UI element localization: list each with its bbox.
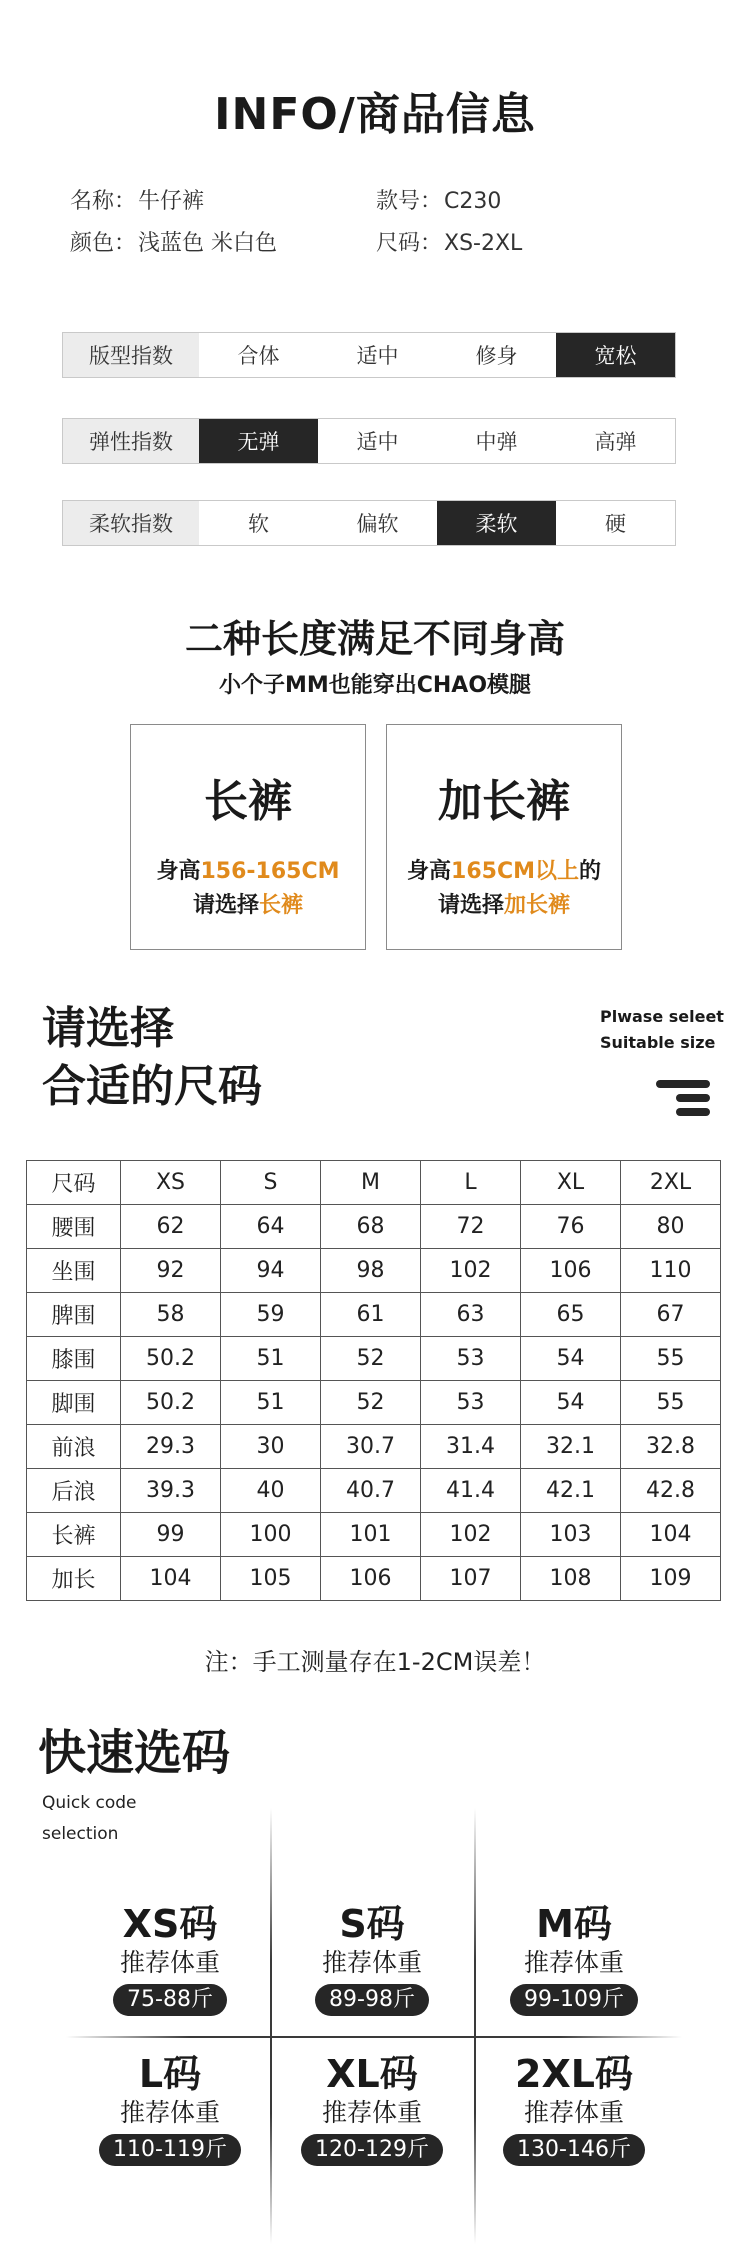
table-row bbox=[27, 1337, 721, 1381]
table-cell: 54 bbox=[521, 1337, 621, 1381]
table-cell: 103 bbox=[521, 1513, 621, 1557]
softness-option: 柔软 bbox=[437, 501, 556, 545]
regular-length-card bbox=[130, 724, 366, 950]
size-en-line1: Plwase seleet bbox=[600, 1007, 724, 1026]
fit-index-bar bbox=[62, 332, 676, 378]
table-cell: 101 bbox=[321, 1513, 421, 1557]
table-cell: 54 bbox=[521, 1381, 621, 1425]
quick-weight-pill: 89-98斤 bbox=[315, 1984, 429, 2016]
quick-en-line2: selection bbox=[42, 1824, 119, 1844]
elasticity-index-label: 弹性指数 bbox=[63, 419, 199, 463]
choose-type: 长裤 bbox=[259, 893, 304, 918]
table-cell: 99 bbox=[121, 1513, 221, 1557]
choose-prefix: 请选择 bbox=[192, 893, 259, 918]
size-title-en bbox=[600, 1004, 724, 1056]
elasticity-option: 无弹 bbox=[199, 419, 318, 463]
table-cell: 加长 bbox=[27, 1557, 121, 1601]
softness-option: 软 bbox=[248, 512, 269, 536]
quick-size-l bbox=[70, 2052, 270, 2166]
quick-size-s bbox=[272, 1902, 472, 2016]
quick-size-label: XL码 bbox=[326, 2052, 418, 2096]
table-header-row bbox=[27, 1161, 721, 1205]
info-name-value: 牛仔裤 bbox=[138, 189, 205, 214]
table-cell: 58 bbox=[121, 1293, 221, 1337]
quick-weight-pill: 75-88斤 bbox=[113, 1984, 227, 2016]
table-cell: 42.8 bbox=[621, 1469, 721, 1513]
card-name: 加长裤 bbox=[438, 776, 570, 827]
table-row bbox=[27, 1249, 721, 1293]
size-en-line2: Suitable size bbox=[600, 1033, 716, 1052]
table-cell: 腰围 bbox=[27, 1205, 121, 1249]
table-cell: 前浪 bbox=[27, 1425, 121, 1469]
choose-type: 加长裤 bbox=[504, 893, 571, 918]
grid-divider-horizontal bbox=[66, 2036, 682, 2038]
fit-option: 修身 bbox=[475, 344, 518, 368]
quick-title: 快速选码 bbox=[38, 1725, 231, 1781]
softness-option: 偏软 bbox=[356, 512, 399, 536]
height-range: 165CM以上 bbox=[451, 859, 579, 884]
table-cell: M bbox=[321, 1161, 421, 1205]
table-cell: 长裤 bbox=[27, 1513, 121, 1557]
elasticity-option: 高弹 bbox=[594, 430, 637, 454]
size-title-line2: 合适的尺码 bbox=[42, 1061, 262, 1112]
table-cell: 51 bbox=[221, 1337, 321, 1381]
table-cell: XS bbox=[121, 1161, 221, 1205]
table-cell: 110 bbox=[621, 1249, 721, 1293]
quick-size-2xl bbox=[474, 2052, 674, 2166]
info-name-label: 名称： bbox=[70, 189, 137, 214]
table-cell: 94 bbox=[221, 1249, 321, 1293]
table-cell: 50.2 bbox=[121, 1381, 221, 1425]
table-cell: 104 bbox=[621, 1513, 721, 1557]
fit-option: 宽松 bbox=[556, 333, 675, 377]
table-cell: 后浪 bbox=[27, 1469, 121, 1513]
card-choose-line bbox=[387, 889, 621, 923]
extra-long-card bbox=[386, 724, 622, 950]
table-cell: 64 bbox=[221, 1205, 321, 1249]
info-size bbox=[376, 226, 522, 257]
size-table-body bbox=[27, 1161, 721, 1601]
table-row bbox=[27, 1293, 721, 1337]
table-cell: 2XL bbox=[621, 1161, 721, 1205]
quick-weight-pill: 120-129斤 bbox=[301, 2134, 443, 2166]
softness-index-label: 柔软指数 bbox=[63, 501, 199, 545]
table-cell: 104 bbox=[121, 1557, 221, 1601]
table-cell: L bbox=[421, 1161, 521, 1205]
softness-option: 硬 bbox=[605, 512, 626, 536]
table-cell: 67 bbox=[621, 1293, 721, 1337]
table-cell: 膝围 bbox=[27, 1337, 121, 1381]
table-row bbox=[27, 1557, 721, 1601]
card-height-line bbox=[387, 855, 621, 889]
quick-size-label: XS码 bbox=[122, 1902, 218, 1946]
softness-index-bar bbox=[62, 500, 676, 546]
info-color-value: 浅蓝色 米白色 bbox=[138, 231, 278, 256]
table-row bbox=[27, 1381, 721, 1425]
table-cell: 32.1 bbox=[521, 1425, 621, 1469]
info-color-label: 颜色： bbox=[70, 231, 137, 256]
table-cell: 65 bbox=[521, 1293, 621, 1337]
table-cell: 59 bbox=[221, 1293, 321, 1337]
table-cell: 100 bbox=[221, 1513, 321, 1557]
table-cell: 51 bbox=[221, 1381, 321, 1425]
table-cell: 29.3 bbox=[121, 1425, 221, 1469]
grid-divider-vertical bbox=[474, 1808, 476, 2244]
quick-rec-label: 推荐体重 bbox=[119, 2098, 220, 2127]
table-cell: 92 bbox=[121, 1249, 221, 1293]
quick-rec-label: 推荐体重 bbox=[321, 2098, 422, 2127]
table-cell: 98 bbox=[321, 1249, 421, 1293]
table-cell: 63 bbox=[421, 1293, 521, 1337]
fit-index-options bbox=[199, 333, 675, 377]
elasticity-option: 适中 bbox=[356, 430, 399, 454]
quick-size-label: M码 bbox=[536, 1902, 612, 1946]
table-row bbox=[27, 1513, 721, 1557]
table-cell: 72 bbox=[421, 1205, 521, 1249]
table-cell: 53 bbox=[421, 1381, 521, 1425]
table-cell: 109 bbox=[621, 1557, 721, 1601]
quick-title-en bbox=[42, 1788, 136, 1850]
quick-en-line1: Quick code bbox=[42, 1793, 137, 1813]
size-title bbox=[42, 1000, 262, 1116]
choose-prefix: 请选择 bbox=[437, 893, 504, 918]
fit-option: 合体 bbox=[237, 344, 280, 368]
card-height-line bbox=[131, 855, 365, 889]
softness-index-options bbox=[199, 501, 675, 545]
length-title: 二种长度满足不同身高 bbox=[184, 617, 565, 661]
length-subtitle: 小个子MM也能穿出CHAO模腿 bbox=[218, 673, 532, 698]
info-style-label: 款号： bbox=[376, 189, 443, 214]
fit-index-label: 版型指数 bbox=[63, 333, 199, 377]
table-cell: 尺码 bbox=[27, 1161, 121, 1205]
table-cell: 108 bbox=[521, 1557, 621, 1601]
info-title: INFO/商品信息 bbox=[214, 89, 536, 140]
table-row bbox=[27, 1469, 721, 1513]
height-suffix: 的 bbox=[578, 859, 601, 884]
table-cell: 106 bbox=[521, 1249, 621, 1293]
menu-lines-icon bbox=[656, 1080, 712, 1124]
size-title-line1: 请选择 bbox=[42, 1003, 174, 1054]
quick-weight-pill: 99-109斤 bbox=[510, 1984, 638, 2016]
table-cell: 53 bbox=[421, 1337, 521, 1381]
table-cell: 30.7 bbox=[321, 1425, 421, 1469]
quick-size-label: 2XL码 bbox=[515, 2052, 633, 2096]
quick-size-xl bbox=[272, 2052, 472, 2166]
quick-size-label: L码 bbox=[138, 2052, 202, 2096]
quick-size-m bbox=[474, 1902, 674, 2016]
table-cell: 40 bbox=[221, 1469, 321, 1513]
quick-weight-pill: 110-119斤 bbox=[99, 2134, 241, 2166]
table-cell: 105 bbox=[221, 1557, 321, 1601]
table-cell: 39.3 bbox=[121, 1469, 221, 1513]
table-cell: 32.8 bbox=[621, 1425, 721, 1469]
height-range: 156-165CM bbox=[200, 859, 340, 884]
quick-size-xs bbox=[70, 1902, 270, 2016]
height-prefix: 身高 bbox=[156, 859, 201, 884]
table-cell: 52 bbox=[321, 1337, 421, 1381]
table-cell: 41.4 bbox=[421, 1469, 521, 1513]
table-cell: 55 bbox=[621, 1337, 721, 1381]
table-cell: 52 bbox=[321, 1381, 421, 1425]
quick-size-label: S码 bbox=[339, 1902, 405, 1946]
table-cell: 76 bbox=[521, 1205, 621, 1249]
table-cell: 40.7 bbox=[321, 1469, 421, 1513]
table-cell: 脾围 bbox=[27, 1293, 121, 1337]
table-cell: 50.2 bbox=[121, 1337, 221, 1381]
info-style-no bbox=[376, 184, 501, 215]
table-cell: 106 bbox=[321, 1557, 421, 1601]
info-style-value: C230 bbox=[444, 189, 502, 214]
info-size-label: 尺码： bbox=[376, 231, 443, 256]
info-size-value: XS-2XL bbox=[444, 231, 523, 256]
table-row bbox=[27, 1425, 721, 1469]
elasticity-index-bar bbox=[62, 418, 676, 464]
table-cell: 80 bbox=[621, 1205, 721, 1249]
table-cell: 62 bbox=[121, 1205, 221, 1249]
table-cell: 31.4 bbox=[421, 1425, 521, 1469]
table-cell: 102 bbox=[421, 1513, 521, 1557]
measurement-note: 注：手工测量存在1-2CM误差！ bbox=[204, 1648, 546, 1676]
quick-rec-label: 推荐体重 bbox=[119, 1948, 220, 1977]
quick-rec-label: 推荐体重 bbox=[321, 1948, 422, 1977]
quick-weight-pill: 130-146斤 bbox=[503, 2134, 645, 2166]
elasticity-index-options bbox=[199, 419, 675, 463]
table-cell: 55 bbox=[621, 1381, 721, 1425]
table-cell: XL bbox=[521, 1161, 621, 1205]
table-cell: S bbox=[221, 1161, 321, 1205]
table-cell: 102 bbox=[421, 1249, 521, 1293]
card-choose-line bbox=[131, 889, 365, 923]
card-name: 长裤 bbox=[204, 776, 292, 827]
height-prefix: 身高 bbox=[407, 859, 452, 884]
quick-rec-label: 推荐体重 bbox=[523, 2098, 624, 2127]
info-color bbox=[70, 226, 277, 257]
table-cell: 脚围 bbox=[27, 1381, 121, 1425]
elasticity-option: 中弹 bbox=[475, 430, 518, 454]
table-cell: 61 bbox=[321, 1293, 421, 1337]
table-cell: 坐围 bbox=[27, 1249, 121, 1293]
info-name bbox=[70, 184, 204, 215]
fit-option: 适中 bbox=[356, 344, 399, 368]
table-cell: 30 bbox=[221, 1425, 321, 1469]
size-table bbox=[26, 1160, 721, 1601]
grid-divider-vertical bbox=[270, 1808, 272, 2244]
table-cell: 107 bbox=[421, 1557, 521, 1601]
table-cell: 68 bbox=[321, 1205, 421, 1249]
table-cell: 42.1 bbox=[521, 1469, 621, 1513]
table-row bbox=[27, 1205, 721, 1249]
quick-rec-label: 推荐体重 bbox=[523, 1948, 624, 1977]
